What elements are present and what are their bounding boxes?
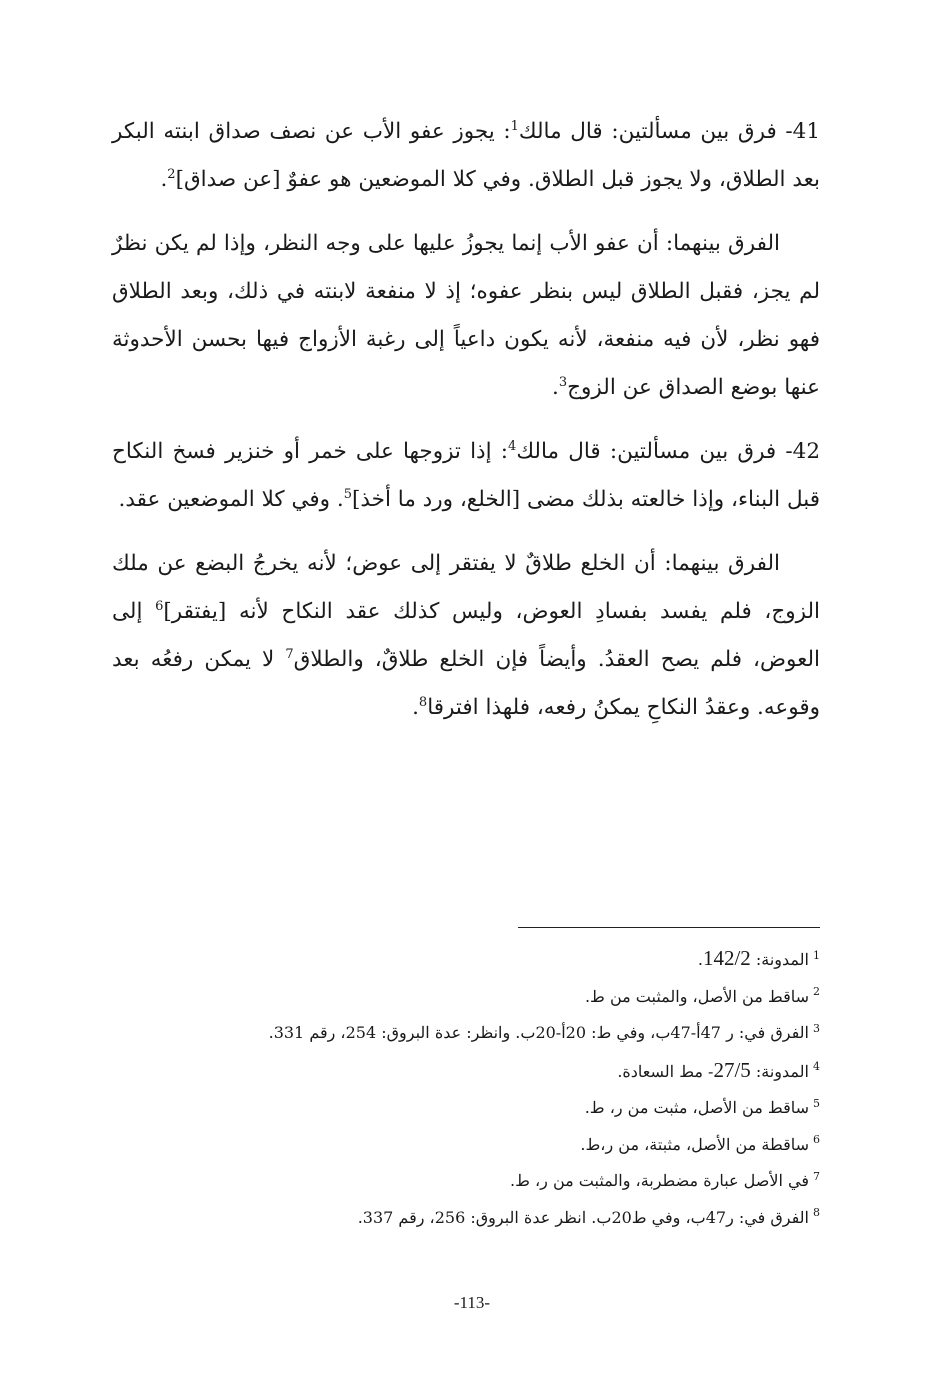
footnote-ref[interactable]: 6 [155,598,164,614]
footnote-7 [112,1163,820,1200]
paragraph-text: . [412,695,419,720]
footnote-number: 2 [813,985,820,999]
footnote-number: 8 [813,1206,820,1220]
paragraph-text: الفرق بينهما: أن الخلع طلاقٌ لا يفتقر إلى عوض؛ لأنه يخرجُ البضع عن ملك الزوج، فلم يفسد بفسادِ العوض، وليس كذلك عقد النكاح لأنه [يفتقر] [112,551,820,624]
paragraph-text: لا يمكن رفعُه بعد وقوعه. وعقدُ النكاحِ يمكنُ رفعه، فلهذا افترقا [112,647,820,720]
footnote-1 [112,940,820,979]
footnote-2 [112,979,820,1016]
footnote-text: ساقط من الأصل، والمثبت من ط. [584,986,809,1006]
footnote-ref[interactable]: 1 [510,118,519,134]
footnote-text: الفرق في: ر47ب، وفي ط20ب. انظر عدة البروق: 256، رقم 337. [357,1207,809,1227]
footnote-text: المدونة: [750,1061,809,1081]
footnote-number: 7 [813,1169,820,1183]
footnote-text: . [697,950,703,969]
footnote-text: - مط السعادة. [617,1061,714,1081]
footnote-number: 6 [813,1133,820,1147]
footnote-ref[interactable]: 4 [508,438,517,454]
footnote-4 [112,1052,820,1091]
footnote-ref[interactable]: 5 [343,486,352,502]
footnote-citation: 142/2 [702,946,751,970]
footnote-text: المدونة: [750,950,809,969]
footnote-8 [112,1200,820,1237]
footnote-text: ساقط من الأصل، مثبت من ر، ط. [584,1098,809,1117]
footnote-number: 1 [813,948,820,962]
paragraph-41-difference [112,220,820,412]
footnotes [112,940,820,1236]
paragraph-text: . [552,375,559,400]
paragraph-text: . [160,167,168,192]
footnote-citation: 27/5 [713,1057,751,1082]
footnote-number: 5 [813,1096,820,1110]
paragraph-text: . وفي كلا الموضعين عقد. [118,487,344,512]
paragraph-42-difference [112,540,820,732]
main-text [112,108,820,748]
paragraph-text: 42- فرق بين مسألتين: قال مالك [516,439,820,464]
paragraph-text: 41- فرق بين مسألتين: قال مالك [518,119,820,144]
paragraph-42 [112,428,820,524]
paragraph-text: : يجوز عفو الأب عن نصف صداق ابنته البكر بعد الطلاق، ولا يجوز قبل الطلاق. وفي كلا الموضعين هو عفوٌ [عن صداق] [112,119,820,192]
footnote-5 [112,1090,820,1127]
footnote-text: الفرق في: ر 47أ-47ب، وفي ط: 20أ-20ب. وانظر: عدة البروق: 254، رقم 331. [268,1023,809,1042]
footnote-text: في الأصل عبارة مضطربة، والمثبت من ر، ط. [510,1171,809,1190]
footnote-ref[interactable]: 2 [167,166,176,182]
footnote-6 [112,1127,820,1164]
footnote-ref[interactable]: 3 [558,374,568,390]
footnote-number: 3 [813,1021,820,1035]
footnote-ref[interactable]: 8 [418,694,428,710]
paragraph-text: : إذا تزوجها على خمر أو خنزير فسخ النكاح قبل البناء، وإذا خالعته بذلك مضى [الخلع، ورد ما أخذ] [112,439,820,512]
footnote-separator [518,927,820,928]
paragraph-text: إلى العوض، فلم يصح العقدُ. وأيضاً فإن الخلع طلاقٌ، والطلاق [112,599,820,672]
page-number: -113- [453,1293,491,1312]
footnote-3 [112,1015,820,1052]
footnote-text: ساقطة من الأصل، مثبتة، من ر،ط. [580,1134,809,1154]
paragraph-text: الفرق بينهما: أن عفو الأب إنما يجوزُ عليها على وجه النظر، وإذا لم يكن نظرٌ لم يجز، فقبل الطلاق ليس بنظر عفوه؛ إذ لا منفعة لابنته في ذلك، وبعد الطلاق فهو نظر، لأن فيه منفعة، لأنه يكون داعياً إلى رغبة الأزواج فيها بحسن الأحدوثة عنها بوضع الصداق عن الزوج [112,231,820,400]
paragraph-41 [112,108,820,204]
footnote-number: 4 [813,1060,820,1074]
footnote-ref[interactable]: 7 [285,646,294,662]
